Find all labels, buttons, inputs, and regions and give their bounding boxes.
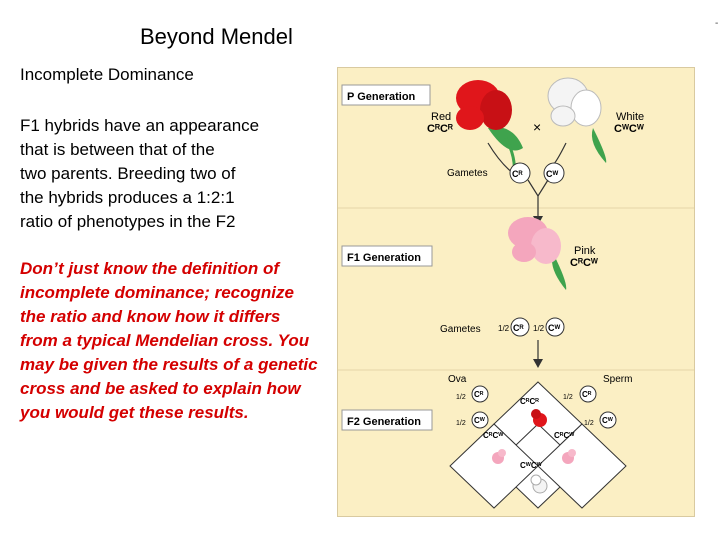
pink-label: Pink	[574, 245, 596, 257]
punnett-red-flower	[531, 409, 541, 419]
paragraph-line: ratio of phenotypes in the F2	[20, 212, 236, 231]
paragraph-line: cross and be asked to explain how	[20, 379, 301, 398]
pink-genotype: CᴿCᵂ	[570, 257, 598, 269]
arrow	[528, 180, 548, 196]
pink-flower	[508, 217, 566, 290]
sperm-r: Cᴿ	[582, 390, 592, 399]
paragraph-line: incomplete dominance; recognize	[20, 283, 294, 302]
ova-w: Cᵂ	[474, 416, 485, 425]
gamete-fraction: 1/2	[584, 420, 594, 427]
paragraph-line: the hybrids produces a 1:2:1	[20, 188, 235, 207]
gametes-label: Gametes	[447, 168, 488, 179]
gamete-fraction: 1/2	[563, 394, 573, 401]
arrowhead	[533, 359, 543, 368]
f2-generation-label: F2 Generation	[347, 416, 421, 428]
incomplete-dominance-figure	[337, 67, 695, 517]
red-genotype: CᴿCᴿ	[427, 123, 453, 135]
cross-diagram	[338, 68, 694, 516]
punnett-cell-genotype: CᵂCᵂ	[520, 461, 542, 470]
paragraph-line: two parents. Breeding two of	[20, 164, 236, 183]
p-generation-label: P Generation	[347, 91, 416, 103]
paragraph-f1-hybrids	[20, 114, 340, 234]
paragraph-line: may be given the results of a genetic	[20, 355, 318, 374]
sperm-label: Sperm	[603, 374, 633, 385]
white-flower	[548, 78, 606, 163]
corner-mark: -	[715, 18, 719, 29]
paragraph-line: you would get these results.	[20, 403, 249, 422]
red-flower	[456, 80, 523, 173]
f1-gametes-label: Gametes	[440, 324, 481, 335]
paragraph-line: F1 hybrids have an appearance	[20, 116, 260, 135]
paragraph-line: from a typical Mendelian cross. You	[20, 331, 310, 350]
gamete-w: Cᵂ	[546, 169, 559, 179]
ova-r: Cᴿ	[474, 390, 484, 399]
punnett-cell-genotype: CᴿCᵂ	[554, 431, 575, 440]
slide-subtitle: Incomplete Dominance	[20, 65, 194, 84]
white-label: White	[616, 111, 645, 123]
cross-symbol: ×	[533, 119, 542, 135]
paragraph-line: the ratio and know how it differs	[20, 307, 281, 326]
f1-gamete-r: Cᴿ	[513, 323, 524, 333]
ova-label: Ova	[448, 374, 467, 385]
punnett-cell-genotype: CᴿCᴿ	[520, 397, 539, 406]
gamete-fraction: 1/2	[533, 324, 545, 333]
paragraph-line: that is between that of the	[20, 140, 215, 159]
paragraph-line: Don’t just know the definition of	[20, 259, 280, 278]
punnett-white-flower	[531, 475, 541, 485]
gamete-r: Cᴿ	[512, 169, 523, 179]
f1-generation-label: F1 Generation	[347, 252, 421, 264]
gamete-fraction: 1/2	[456, 394, 466, 401]
punnett-cell-genotype: CᴿCᵂ	[483, 431, 504, 440]
punnett-pink-flower	[498, 449, 506, 457]
white-genotype: CᵂCᵂ	[614, 123, 644, 135]
punnett-pink-flower	[568, 449, 576, 457]
red-label: Red	[431, 111, 452, 123]
sperm-w: Cᵂ	[602, 416, 613, 425]
slide-title: Beyond Mendel	[140, 24, 293, 49]
paragraph-warning	[20, 257, 380, 425]
gamete-fraction: 1/2	[456, 420, 466, 427]
f1-gamete-w: Cᵂ	[548, 323, 561, 333]
gamete-fraction: 1/2	[498, 324, 510, 333]
